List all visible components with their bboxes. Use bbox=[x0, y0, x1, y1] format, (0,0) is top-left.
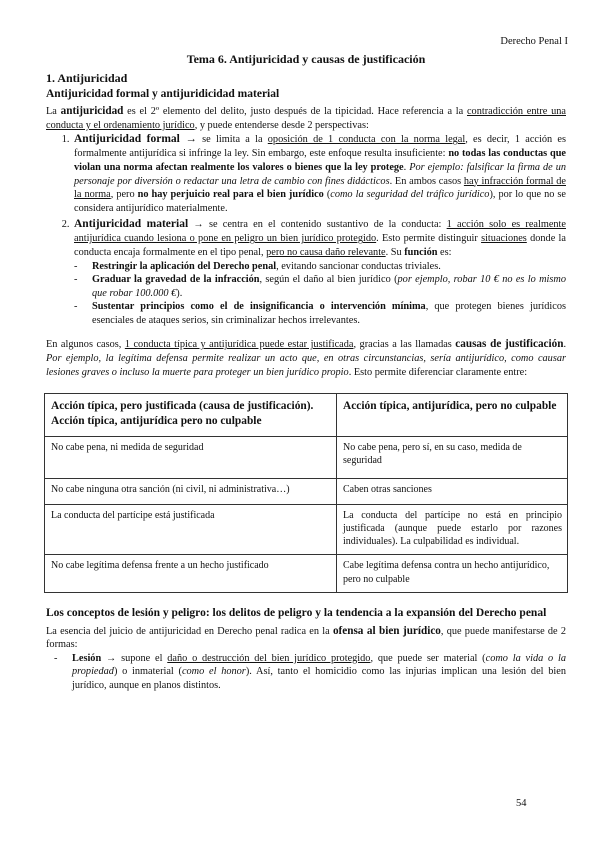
table-cell: Caben otras sanciones bbox=[337, 478, 568, 504]
perspectives-list bbox=[46, 132, 566, 259]
table-cell: No cabe legítima defensa frente a un hecho justificado bbox=[45, 555, 337, 592]
subsection-heading-1: Antijuricidad formal y antijuridicidad material bbox=[46, 87, 280, 100]
table-cell: No cabe pena, pero sí, en su caso, medida de seguridad bbox=[337, 436, 568, 478]
offense-list bbox=[46, 652, 566, 693]
section2-paragraph: La esencia del juicio de antijuricidad en Derecho penal radica en la ofensa al bien jurídico, que puede manifestarse de 2 formas: bbox=[46, 624, 566, 651]
table-cell: No cabe pena, ni medida de seguridad bbox=[45, 436, 337, 478]
list-item-lesion: - Lesión → supone el daño o destrucción del bien jurídico protegido, que puede ser material (como la vida o la propiedad) o inmaterial (como el honor). Así, tanto el homicidio como las injurias implican una lesión del bien jurídico, aunque en planos distintos. bbox=[72, 652, 566, 693]
section-heading-2: Los conceptos de lesión y peligro: los delitos de peligro y la tendencia a la expansión del Derecho penal bbox=[46, 606, 547, 619]
table-header-cell: Acción típica, antijurídica, pero no culpable bbox=[337, 394, 568, 437]
table-cell: Cabe legítima defensa contra un hecho antijurídico, pero no culpable bbox=[337, 555, 568, 592]
running-header: Derecho Penal I bbox=[500, 36, 568, 47]
list-item: - Sustentar principios como el de insignificancia o intervención mínima, que protegen bienes jurídicos esenciales de ataques serios, sin criminalizar hechos irrelevantes. bbox=[92, 300, 566, 327]
table-row bbox=[45, 436, 568, 478]
table-header-row bbox=[45, 394, 568, 437]
table-row bbox=[45, 478, 568, 504]
justification-paragraph: En algunos casos, 1 conducta típica y antijurídica puede estar justificada, gracias a las llamadas causas de justificación. Por ejemplo, la legítima defensa permite realizar un acto que, en otras circunstancias, sería antijurídico, como causar lesiones graves o incluso la muerte para proteger un bien jurídico propio. Esto permite diferenciar claramente entre: bbox=[46, 338, 567, 378]
section-heading-1: 1. Antijuricidad bbox=[46, 70, 128, 85]
table-cell: La conducta del partícipe está justificada bbox=[45, 504, 337, 555]
list-item: - Restringir la aplicación del Derecho penal, evitando sancionar conductas triviales. bbox=[92, 260, 566, 274]
table-row bbox=[45, 504, 568, 555]
intro-paragraph: La antijuricidad es el 2º elemento del delito, justo después de la tipicidad. Hace referencia a la contradicción entre una conducta y el ordenamiento jurídico, y puede entenderse desde 2 perspectivas: bbox=[46, 104, 566, 131]
page-body bbox=[46, 52, 566, 693]
table-cell: La conducta del partícipe no está en principio justificada (aunque puede estarlo por razones individuales). La culpabilidad es individual. bbox=[337, 504, 568, 555]
table-row bbox=[45, 555, 568, 592]
table-cell: No cabe ninguna otra sanción (ni civil, ni administrativa…) bbox=[45, 478, 337, 504]
list-item: - Graduar la gravedad de la infracción, según el daño al bien jurídico (por ejemplo, robar 10 € no es lo mismo que robar 100.000 €). bbox=[92, 273, 566, 300]
page-number: 54 bbox=[516, 798, 527, 809]
page-title: Tema 6. Antijuricidad y causas de justificación bbox=[186, 52, 426, 66]
function-list bbox=[46, 260, 566, 328]
list-item-formal: 1. Antijuricidad formal → se limita a la oposición de 1 conducta con la norma legal, es decir, 1 acción es formalmente antijurídica si infringe la ley. Sin embargo, este enfoque resulta insuficiente: no todas las conductas que violan una norma afectan realmente los valores o bienes que la ley protege. Por ejemplo: falsificar la firma de un personaje por diversión o redactar una letra de cambio con fines didácticos. En ambos casos hay infracción formal de la norma, pero no hay perjuicio real para el bien jurídico (como la seguridad del tráfico jurídico), por lo que no se considera antijurídico materialmente. bbox=[72, 132, 566, 215]
comparison-table bbox=[44, 393, 568, 592]
table-header-cell: Acción típica, pero justificada (causa de justificación). Acción típica, antijurídica pero no culpable bbox=[45, 394, 337, 437]
list-item-material: 2. Antijuricidad material → se centra en el contenido sustantivo de la conducta: 1 acción solo es realmente antijurídica cuando lesiona o pone en peligro un bien jurídico protegido. Esto permite distinguir situaciones donde la conducta encaja formalmente en el tipo penal, pero no causa daño relevante. Su función es: bbox=[72, 217, 566, 259]
